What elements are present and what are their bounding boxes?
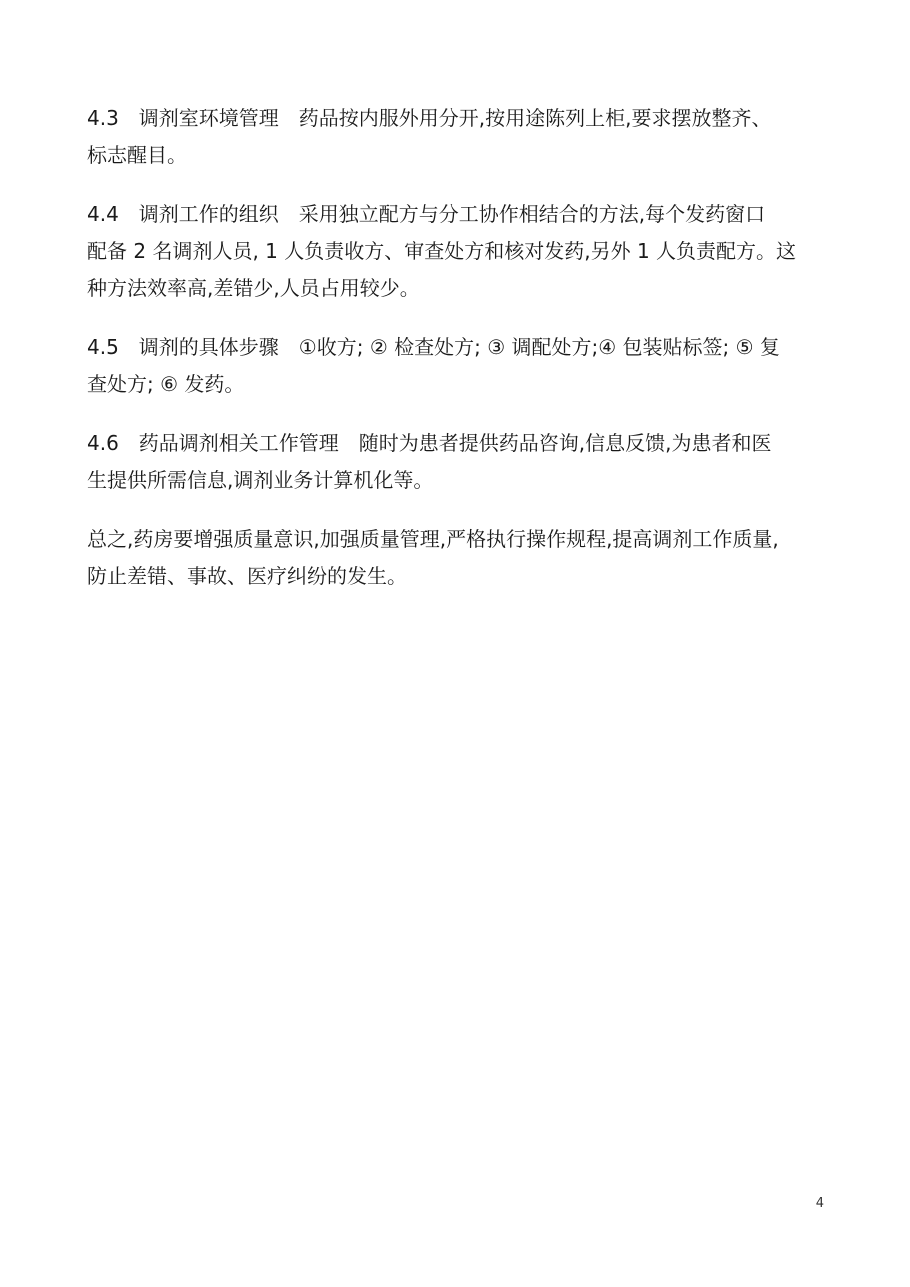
text-line: 种方法效率高,差错少,人员占用较少。 bbox=[87, 276, 420, 300]
text-line: 防止差错、事故、医疗纠纷的发生。 bbox=[87, 564, 407, 588]
paragraph-4-6 bbox=[87, 425, 827, 499]
text-line: 4.5 调剂的具体步骤 ①收方; ② 检查处方; ③ 调配处方;④ 包装贴标签; ⑤ 复 bbox=[87, 335, 780, 359]
page-number: 4 bbox=[815, 1196, 824, 1211]
paragraph-4-4 bbox=[87, 196, 827, 307]
paragraph-4-5 bbox=[87, 329, 827, 403]
paragraph-summary bbox=[87, 521, 827, 595]
text-line: 4.6 药品调剂相关工作管理 随时为患者提供药品咨询,信息反馈,为患者和医 bbox=[87, 431, 772, 455]
text-line: 标志醒目。 bbox=[87, 143, 187, 167]
text-line: 总之,药房要增强质量意识,加强质量管理,严格执行操作规程,提高调剂工作质量, bbox=[87, 527, 779, 551]
paragraph-4-3 bbox=[87, 100, 827, 174]
text-line: 查处方; ⑥ 发药。 bbox=[87, 372, 245, 396]
text-line: 配备 2 名调剂人员, 1 人负责收方、审查处方和核对发药,另外 1 人负责配方。这 bbox=[87, 239, 797, 263]
document-body bbox=[87, 100, 827, 617]
text-line: 4.4 调剂工作的组织 采用独立配方与分工协作相结合的方法,每个发药窗口 bbox=[87, 202, 766, 226]
text-line: 4.3 调剂室环境管理 药品按内服外用分开,按用途陈列上柜,要求摆放整齐、 bbox=[87, 106, 772, 130]
text-line: 生提供所需信息,调剂业务计算机化等。 bbox=[87, 468, 434, 492]
